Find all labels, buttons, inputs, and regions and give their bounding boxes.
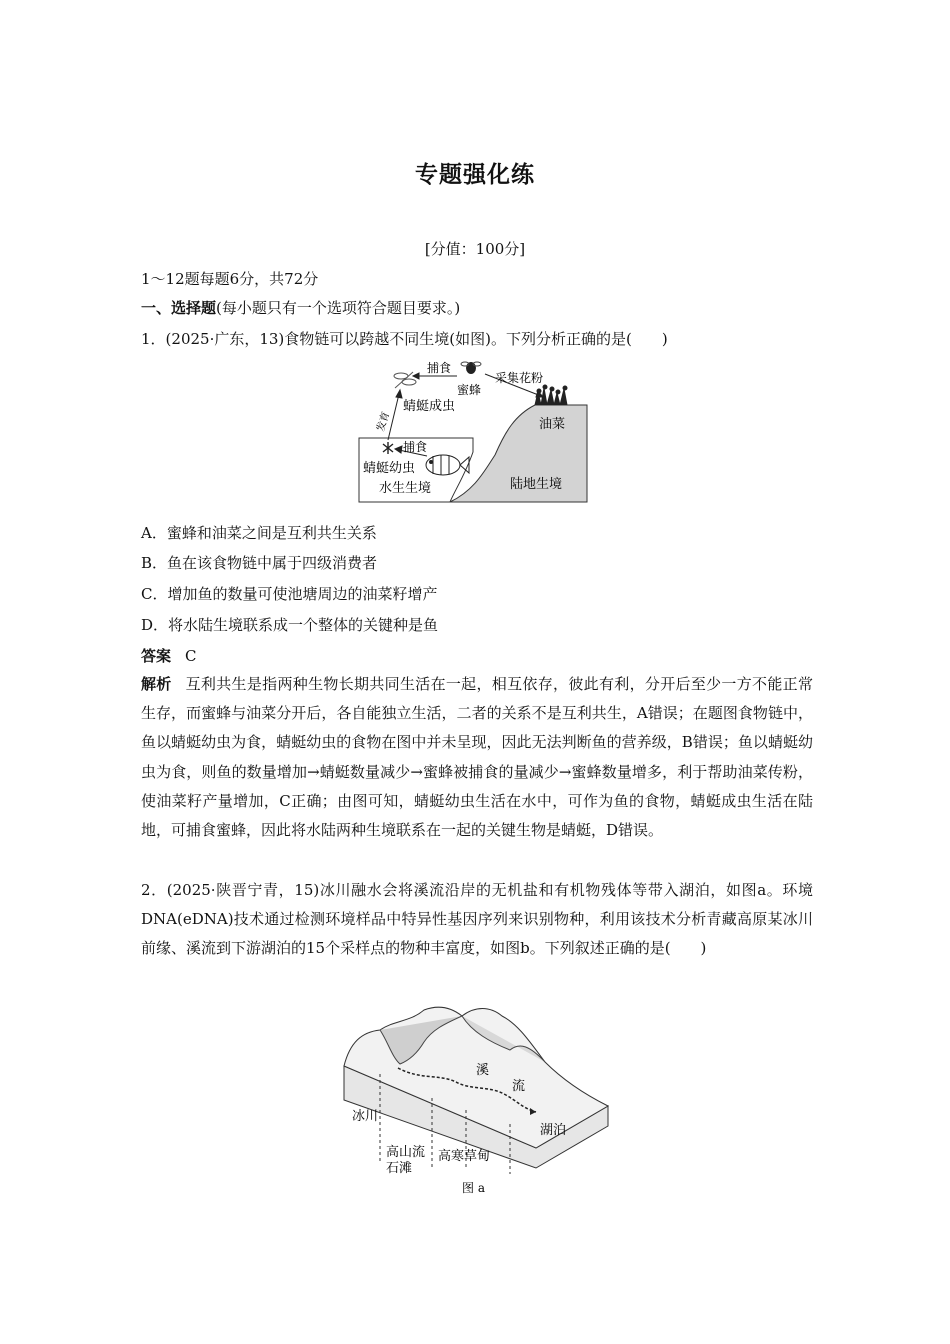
bee-icon bbox=[461, 362, 481, 374]
section-note: (每小题只有一个选项符合题目要求。) bbox=[216, 299, 461, 317]
label-rape: 油菜 bbox=[539, 417, 566, 432]
option-b: B．鱼在该食物链中属于四级消费者 bbox=[141, 554, 378, 572]
label-lake: 湖泊 bbox=[540, 1123, 567, 1138]
label-water: 水生生境 bbox=[379, 481, 432, 496]
label-meadow: 高寒草甸 bbox=[438, 1149, 491, 1164]
range-note: 1～12题每题6分，共72分 bbox=[141, 270, 319, 288]
question-1-stem: 1．(2025·广东，13)食物链可以跨越不同生境(如图)。下列分析正确的是( ) bbox=[141, 330, 668, 348]
option-c: C．增加鱼的数量可使池塘周边的油菜籽增产 bbox=[141, 585, 438, 603]
label-alpine-1: 高山流 bbox=[386, 1145, 426, 1160]
label-larva: 蜻蜓幼虫 bbox=[363, 461, 416, 476]
score-note: [分值：100分] bbox=[424, 240, 526, 258]
label-stream-2: 流 bbox=[512, 1079, 526, 1094]
analysis-text: 互利共生是指两种生物长期共同生活在一起，相互依存，彼此有利，分开后至少一方不能正常生存，而蜜蜂与油菜分开后，各自能独立生活，二者的关系不是互利共生，A错误；在题图食物链中，鱼以蜻蜓幼虫为食，蜻蜓幼虫的食物在图中并未呈现，因此无法判断鱼的营养级，B错误；鱼以蜻蜓幼虫为食，则鱼的数量增加→蜻蜓数量减少→蜜蜂被捕食的量减少→蜜蜂数量增多，利于帮助油菜传粉，使油菜籽产量增加，C正确；由图可知，蜻蜓幼虫生活在水中，可作为鱼的食物，蜻蜓成虫生活在陆地，可捕食蜜蜂，因此将水陆两种生境联系在一起的关键生物是蜻蜓，D错误。 bbox=[141, 675, 813, 840]
section-heading bbox=[141, 297, 460, 318]
label-stream-1: 溪 bbox=[476, 1063, 490, 1078]
label-prey-bottom: 捕食 bbox=[403, 440, 428, 454]
label-glacier: 冰川 bbox=[352, 1109, 379, 1124]
label-alpine-2: 石滩 bbox=[386, 1161, 413, 1176]
glacier-lake-figure bbox=[340, 1002, 612, 1198]
option-a: A．蜜蜂和油菜之间是互利共生关系 bbox=[141, 524, 377, 542]
dragonfly-adult-icon bbox=[394, 372, 416, 388]
label-bee: 蜜蜂 bbox=[457, 383, 482, 397]
option-d: D．将水陆生境联系成一个整体的关键种是鱼 bbox=[141, 616, 439, 634]
answer-label: 答案 bbox=[141, 647, 172, 665]
answer-value: C bbox=[185, 647, 197, 665]
analysis-label: 解析 bbox=[141, 675, 172, 693]
answer-line bbox=[141, 645, 197, 666]
label-land: 陆地生境 bbox=[510, 477, 563, 492]
figure-caption: 图 a bbox=[462, 1181, 485, 1195]
food-chain-figure bbox=[355, 360, 593, 508]
analysis-paragraph bbox=[141, 670, 813, 845]
section-label: 一、选择题 bbox=[141, 299, 217, 317]
label-pollen: 采集花粉 bbox=[495, 371, 544, 385]
question-2-stem: 2．(2025·陕晋宁青，15)冰川融水会将溪流沿岸的无机盐和有机物残体等带入湖泊，如图a。环境DNA(eDNA)技术通过检测环境样品中特异性基因序列来识别物种，利用该技术分析青藏高原某冰川前缘、溪流到下游湖泊的15个采样点的物种丰富度，如图b。下列叙述正确的是( ) bbox=[141, 881, 813, 958]
label-adult: 蜻蜓成虫 bbox=[403, 399, 456, 414]
label-prey-top: 捕食 bbox=[427, 361, 452, 375]
page-title: 专题强化练 bbox=[415, 162, 535, 188]
label-develop: 发育 bbox=[375, 410, 393, 433]
